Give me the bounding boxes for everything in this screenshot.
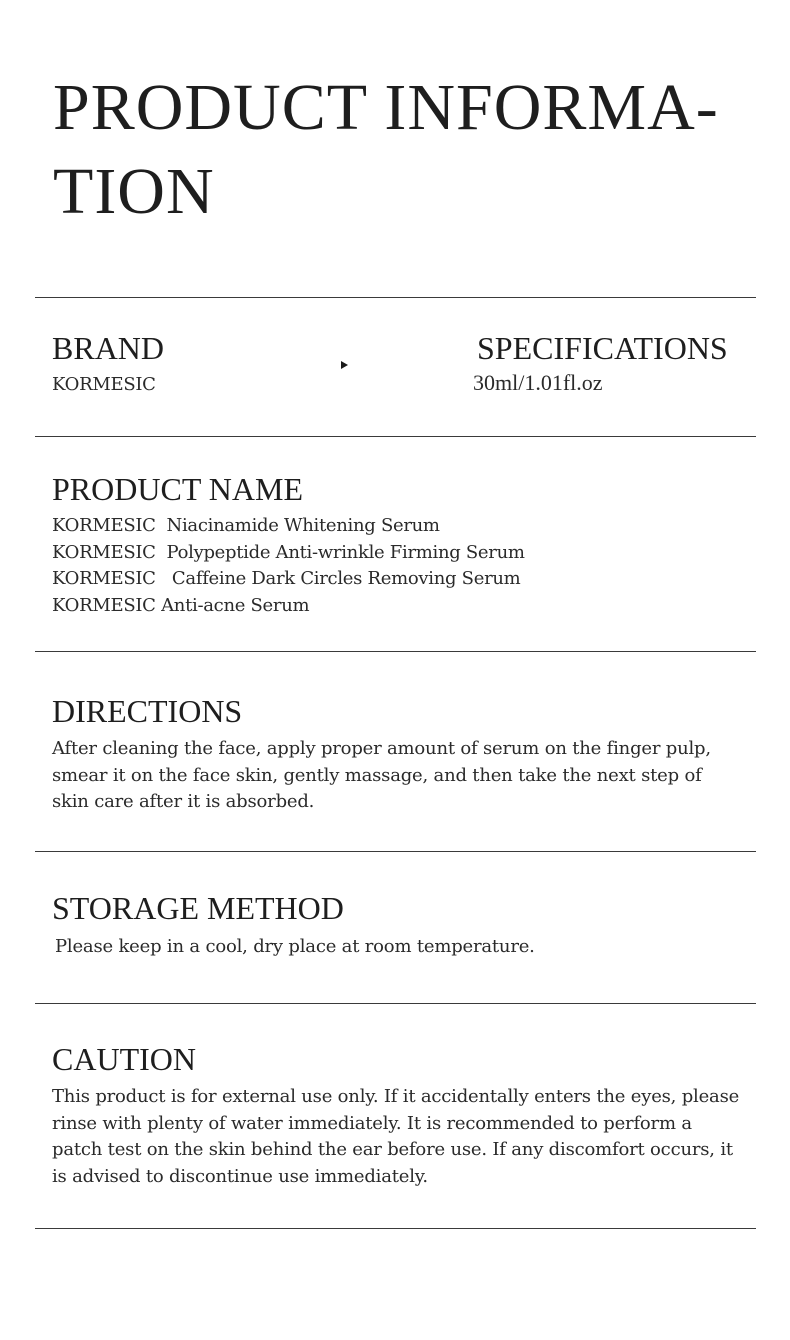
directions-label: DIRECTIONS [52,693,243,729]
divider [35,851,756,852]
divider [35,1228,756,1229]
divider [35,651,756,652]
specifications-label: SPECIFICATIONS [477,330,728,366]
storage-text: Please keep in a cool, dry place at room temperature. [55,936,535,957]
brand-value: KORMESIC [52,374,156,395]
directions-text: After cleaning the face, apply proper amount of serum on the finger pulp, smear it on the face skin, gently massage, and then take the next step of skin care after it is absorbed. [52,738,711,812]
divider [35,1003,756,1004]
specifications-value: 30ml/1.01fl.oz [473,370,603,395]
divider [35,297,756,298]
brand-label: BRAND [52,330,165,366]
product-name-list [52,513,525,619]
list-item: KORMESIC Caffeine Dark Circles Removing Serum [52,568,521,589]
storage-label: STORAGE METHOD [52,890,344,926]
divider [35,436,756,437]
play-triangle-icon [341,361,348,369]
list-item: KORMESIC Niacinamide Whitening Serum [52,515,440,536]
product-name-label: PRODUCT NAME [52,471,303,507]
caution-label: CAUTION [52,1041,196,1077]
list-item: KORMESIC Polypeptide Anti-wrinkle Firming Serum [52,541,525,563]
list-item: KORMESIC Anti-acne Serum [52,594,310,616]
page-title: PRODUCT INFORMA- TION [53,71,719,228]
caution-text: This product is for external use only. If it accidentally enters the eyes, please rinse with plenty of water immediately. It is recommended to perform a patch test on the skin behind the ear before use. If any discomfort occurs, it is advised to discontinue use immediately. [52,1086,740,1187]
